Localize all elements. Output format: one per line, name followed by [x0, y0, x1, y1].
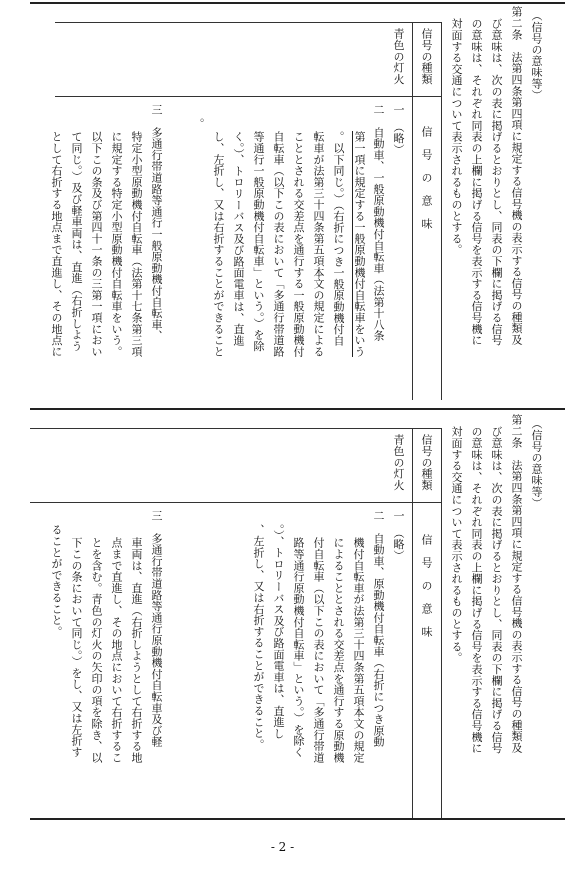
lower-article-line-3: の意味は、それぞれ同表の上欄に掲げる信号を表示する信号機に: [470, 426, 483, 754]
upper-item-2-line: 。: [192, 118, 205, 130]
upper-signal-kind: 青色の灯火: [392, 28, 405, 85]
lower-item-2-line: 付自転車（以下この表において「多通行帯道: [312, 537, 325, 763]
lower-item-3-line: ることができること。: [50, 524, 63, 637]
lower-table-divider: [412, 428, 413, 818]
upper-item-3-line: 三 多通行帯道路等通行一般原動機付自転車、: [150, 104, 163, 342]
lower-item-2-line: 路等通行原動機付自転車」という。）を除く: [292, 537, 305, 758]
upper-item-3-line: に規定する特定小型原動機付自転車をいう。: [110, 131, 123, 357]
lower-item-2-line: によることとされる交差点を通行する原動機: [332, 537, 345, 763]
upper-article-line-3: の意味は、それぞれ同表の上欄に掲げる信号を表示する信号機に: [470, 18, 483, 346]
lower-item-2-line: 機付自転車が法第三十四条第五項本文の規定: [352, 537, 365, 763]
upper-item-2-line: 転車が法第三十四条第五項本文の規定による: [312, 131, 325, 357]
lower-article-line-1: 第二条 法第四条第四項に規定する信号機の表示する信号の種類及: [510, 414, 523, 753]
lower-item-3-line: 下この条において同じ。）をし、又は左折す: [70, 537, 83, 758]
upper-item-3-line: 以下この条及び第四十一条の三第一項におい: [90, 131, 103, 357]
upper-top-rule: [30, 2, 565, 4]
lower-table-right: [441, 428, 442, 818]
lower-item-2-line: 、左折し、又は右折することができること。: [252, 524, 265, 750]
upper-item-2-line: こととされる交差点を通行する一般原動機付: [292, 131, 305, 357]
lower-signal-kind: 青色の灯火: [392, 434, 405, 491]
lower-bottom-rule: [30, 818, 565, 820]
upper-article-line-4: 対面する交通について表示されるものとする。: [450, 18, 463, 256]
upper-col-header-kind: 信号の種類: [420, 28, 433, 85]
lower-table-header-rule: [30, 502, 441, 503]
upper-article-line-2: び意味は、次の表に掲げるとおりとし、同表の下欄に掲げる信号: [490, 18, 503, 346]
upper-item-2-line: し、左折し、又は右折することができること: [212, 131, 225, 357]
section-divider-rule: [30, 408, 565, 410]
upper-item-2-line: 第一項に規定する一般原動機付自転車をいう: [353, 131, 366, 357]
lower-article-line-2: び意味は、次の表に掲げるとおりとし、同表の下欄に掲げる信号: [490, 426, 503, 754]
lower-item-2-line: 。）、トロリーバス及び路面電車は、直進し: [272, 524, 285, 739]
upper-item-3-line: 特定小型原動機付自転車（法第十七条第三項: [130, 131, 143, 357]
upper-item-3-line: として右折する地点まで直進し、その地点に: [50, 131, 63, 357]
upper-article-line-1: 第二条 法第四条第四項に規定する信号機の表示する信号の種類及: [510, 6, 523, 345]
upper-table-header-rule: [55, 96, 441, 97]
upper-item-2-line: 自転車（以下この表において「多通行帯道路: [272, 131, 285, 357]
lower-article-line-4: 対面する交通について表示されるものとする。: [450, 426, 463, 664]
upper-item-2-line: 。以下同じ。）（右折につき一般原動機付自: [332, 131, 345, 346]
lower-item-3-line: 三 多通行帯道路等通行原動機付自転車及び軽: [150, 510, 163, 748]
upper-table-right: [441, 22, 442, 400]
lower-item-1: 一 （略）: [392, 510, 405, 561]
upper-item-1: 一 （略）: [392, 104, 405, 155]
lower-item-3-line: 点まで直進し、その地点において右折するこ: [110, 537, 123, 763]
upper-col-header-meaning: 信号の意味: [420, 126, 433, 241]
lower-col-header-meaning: 信号の意味: [420, 534, 433, 649]
lower-col-header-kind: 信号の種類: [420, 434, 433, 491]
lower-item-3-line: とを含む。青色の灯火の矢印の項を除き、以: [90, 537, 103, 763]
lower-item-2-line: 二 自動車、原動機付自転車（右折につき原動: [372, 510, 385, 748]
lower-table-top: [30, 428, 441, 429]
lower-item-3-line: 車両は、直進（右折しようとして右折する地: [130, 537, 143, 763]
upper-item-2-line: 二 自動車、一般原動機付自転車（法第十八条: [372, 104, 385, 342]
upper-item-3-line: て同じ。）及び軽車両は、直進（右折しよう: [70, 131, 83, 352]
upper-table-top: [55, 22, 441, 23]
upper-item-2-line: く。）、トロリーバス及び路面電車は、直進: [232, 131, 245, 346]
upper-item-2-line: 等通行一般原動機付自転車」という。）を除: [252, 131, 265, 352]
page-number: - 2 -: [270, 840, 295, 854]
upper-table-divider: [412, 22, 413, 400]
lower-heading: （信号の意味等）: [530, 418, 543, 509]
upper-heading: （信号の意味等）: [530, 10, 543, 101]
